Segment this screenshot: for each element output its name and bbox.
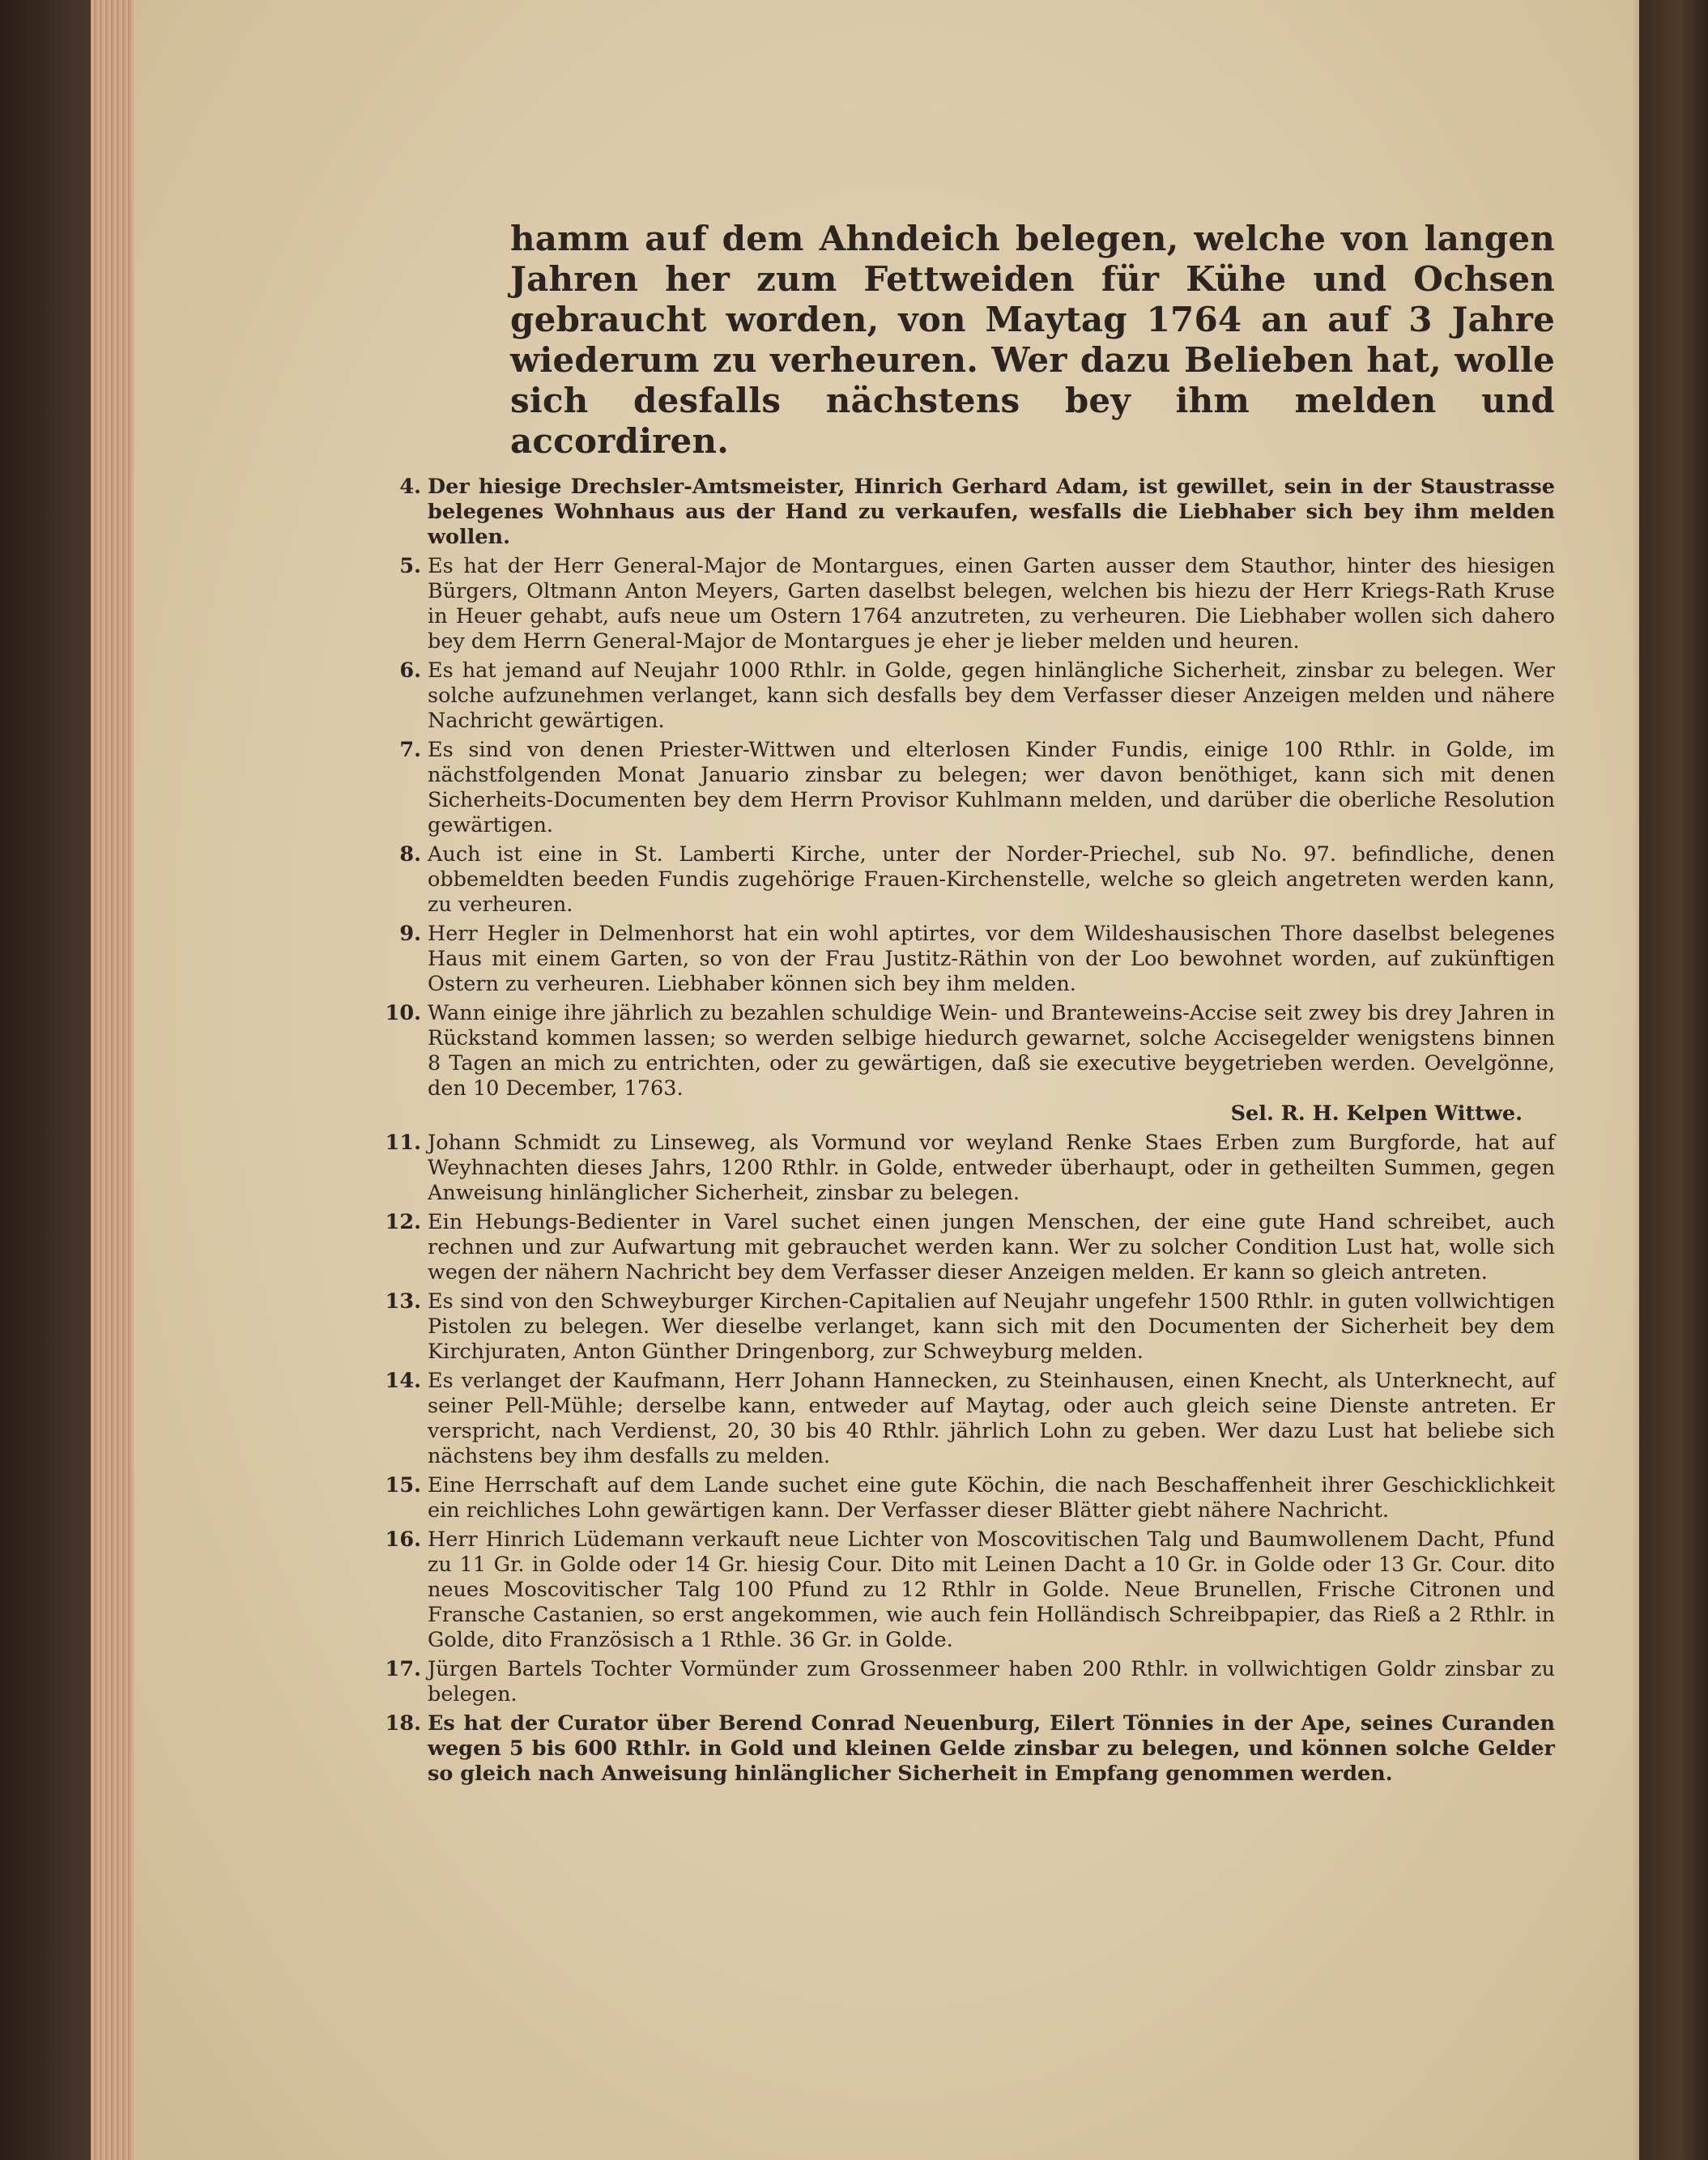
list-item <box>373 1001 1555 1127</box>
entry-number: 14. <box>385 1369 421 1393</box>
list-item <box>373 1131 1555 1206</box>
entry-text: Auch ist eine in St. Lamberti Kirche, unter der Norder-Priechel, sub No. 97. befindliche, denen obbemeldten beeden Fundis zugehörige Frauen-Kirchenstelle, welche so gleich angetreten werden kann, zu verheuren. <box>428 842 1555 917</box>
entry-text: Ein Hebungs-Bedienter in Varel suchet einen jungen Menschen, der eine gute Hand schreibet, auch rechnen und zur Aufwartung mit gebrauchet werden kann. Wer zu solcher Condition Lust hat, wolle sich wegen der nähern Nachricht bey dem Verfasser dieser Anzeigen melden. Er kann so gleich antreten. <box>428 1210 1555 1284</box>
list-item <box>373 658 1555 734</box>
entry-number: 6. <box>399 658 421 683</box>
entry-text: Jürgen Bartels Tochter Vormünder zum Grossenmeer haben 200 Rthlr. in vollwichtigen Goldr zinsbar zu belegen. <box>428 1657 1555 1706</box>
entry-text <box>428 1001 1555 1127</box>
list-item <box>373 1289 1555 1365</box>
page-stack-edge <box>91 0 135 2160</box>
intro-paragraph: hamm auf dem Ahndeich belegen, welche von langen Jahren her zum Fettweiden für Kühe und Ochsen gebraucht worden, von Maytag 1764 an auf 3 Jahre wiederum zu verheuren. Wer dazu Belieben hat, wolle sich desfalls nächstens bey ihm melden und accordiren. <box>510 219 1555 461</box>
entry-text: Es hat jemand auf Neujahr 1000 Rthlr. in Golde, gegen hinlängliche Sicherheit, zinsbar zu belegen. Wer solche aufzunehmen verlanget, kann sich desfalls bey dem Verfasser dieser Anzeigen melden und nähere Nachricht gewärtigen. <box>428 658 1555 733</box>
entry-text: Herr Hinrich Lüdemann verkauft neue Lichter von Moscovitischen Talg und Baumwollenem Dacht, Pfund zu 11 Gr. in Golde oder 14 Gr. hiesig Cour. Dito mit Leinen Dacht a 10 Gr. in Golde oder 13 Gr. Cour. dito neues Moscovitischer Talg 100 Pfund zu 12 Rthlr in Golde. Neue Brunellen, Frische Citronen und Fransche Castanien, so erst angekommen, wie auch fein Holländisch Schreibpapier, das Rieß a 2 Rthlr. in Golde, dito Französisch a 1 Rthle. 36 Gr. in Golde. <box>428 1527 1555 1652</box>
entry-text: Johann Schmidt zu Linseweg, als Vormund vor weyland Renke Staes Erben zum Burgforde, hat auf Weyhnachten dieses Jahrs, 1200 Rthlr. in Golde, entweder überhaupt, oder in getheilten Summen, gegen Anweisung hinlänglicher Sicherheit, zinsbar zu belegen. <box>428 1131 1555 1205</box>
entry-number: 7. <box>399 738 421 762</box>
list-item <box>373 554 1555 654</box>
entry-text: Es hat der Herr General-Major de Montargues, einen Garten ausser dem Stauthor, hinter des hiesigen Bürgers, Oltmann Anton Meyers, Garten daselbst belegen, welchen bis hiezu der Herr Kriegs-Rath Kruse in Heuer gehabt, aufs neue um Ostern 1764 anzutreten, zu verheuren. Die Liebhaber wollen sich dahero bey dem Herrn General-Major de Montargues je eher je lieber melden und heuren. <box>428 554 1555 654</box>
list-item <box>373 1210 1555 1285</box>
entry-number: 15. <box>385 1473 421 1498</box>
list-item <box>373 1711 1555 1787</box>
list-item <box>373 1527 1555 1653</box>
entry-text: Der hiesige Drechsler-Amtsmeister, Hinrich Gerhard Adam, ist gewillet, sein in der Staustrasse belegenes Wohnhaus aus der Hand zu verkaufen, wesfalls die Liebhaber sich bey ihm melden wollen. <box>428 475 1555 549</box>
list-item <box>373 842 1555 918</box>
entry-text: Es verlanget der Kaufmann, Herr Johann Hannecken, zu Steinhausen, einen Knecht, als Unterknecht, auf seiner Pell-Mühle; derselbe kann, entweder auf Maytag, oder auch gleich seine Dienste antreten. Er verspricht, nach Verdienst, 20, 30 bis 40 Rthlr. jährlich Lohn zu geben. Wer dazu Lust hat beliebe sich nächstens bey ihm desfalls zu melden. <box>428 1369 1555 1468</box>
entry-number: 8. <box>399 842 421 867</box>
list-item <box>373 922 1555 997</box>
entry-number: 5. <box>399 554 421 578</box>
list-item <box>373 1473 1555 1523</box>
signature: Sel. R. H. Kelpen Wittwe. <box>1230 1101 1523 1126</box>
entry-text: Es sind von denen Priester-Wittwen und elterlosen Kinder Fundis, einige 100 Rthlr. in Golde, im nächstfolgenden Monat Januario zinsbar zu belegen; wer davon benöthiget, kann sich mit denen Sicherheits-Documenten bey dem Herrn Provisor Kuhlmann melden, und darüber die oberliche Resolution gewärtigen. <box>428 738 1555 837</box>
entry-number: 10. <box>385 1001 421 1025</box>
entry-text: Es sind von den Schweyburger Kirchen-Capitalien auf Neujahr ungefehr 1500 Rthlr. in guten vollwichtigen Pistolen zu belegen. Wer dieselbe verlanget, kann sich mit den Documenten der Sicherheit bey dem Kirchjuraten, Anton Günther Dringenborg, zur Schweyburg melden. <box>428 1289 1555 1364</box>
entry-number: 16. <box>385 1527 421 1552</box>
entry-number: 9. <box>399 922 421 946</box>
entry-text: Eine Herrschaft auf dem Lande suchet eine gute Köchin, die nach Beschaffenheit ihrer Geschicklichkeit ein reichliches Lohn gewärtigen kann. Der Verfasser dieser Blätter giebt nähere Nachricht. <box>428 1473 1555 1523</box>
background-left <box>0 0 93 2160</box>
list-item <box>373 475 1555 550</box>
page-content <box>373 219 1555 1791</box>
entry-body: Wann einige ihre jährlich zu bezahlen schuldige Wein- und Branteweins-Accise seit zwey bis drey Jahren in Rückstand kommen lassen; so werden selbige hiedurch gewarnet, solche Accisegelder wenigstens binnen 8 Tagen an mich zu entrichten, oder zu gewärtigen, daß sie executive beygetrieben werden. Oevelgönne, den 10 December, 1763. <box>428 1001 1555 1101</box>
entry-number: 4. <box>399 475 421 499</box>
notice-list <box>373 475 1555 1787</box>
entry-number: 13. <box>385 1289 421 1314</box>
entry-text: Herr Hegler in Delmenhorst hat ein wohl aptirtes, vor dem Wildeshausischen Thore daselbst belegenes Haus mit einem Garten, so von der Frau Justitz-Räthin von der Loo bewohnet worden, auf zukünftigen Ostern zu verheuren. Liebhaber können sich bey ihm melden. <box>428 922 1555 996</box>
entry-number: 18. <box>385 1711 421 1736</box>
entry-text: Es hat der Curator über Berend Conrad Neuenburg, Eilert Tönnies in der Ape, seines Curanden wegen 5 bis 600 Rthlr. in Gold und kleinen Gelde zinsbar zu belegen, und können solche Gelder so gleich nach Anweisung hinlänglicher Sicherheit in Empfang genommen werden. <box>428 1711 1555 1786</box>
entry-number: 17. <box>385 1657 421 1681</box>
entry-number: 11. <box>385 1131 421 1155</box>
list-item <box>373 738 1555 838</box>
background-right <box>1639 0 1708 2160</box>
entry-number: 12. <box>385 1210 421 1234</box>
list-item <box>373 1369 1555 1469</box>
list-item <box>373 1657 1555 1707</box>
